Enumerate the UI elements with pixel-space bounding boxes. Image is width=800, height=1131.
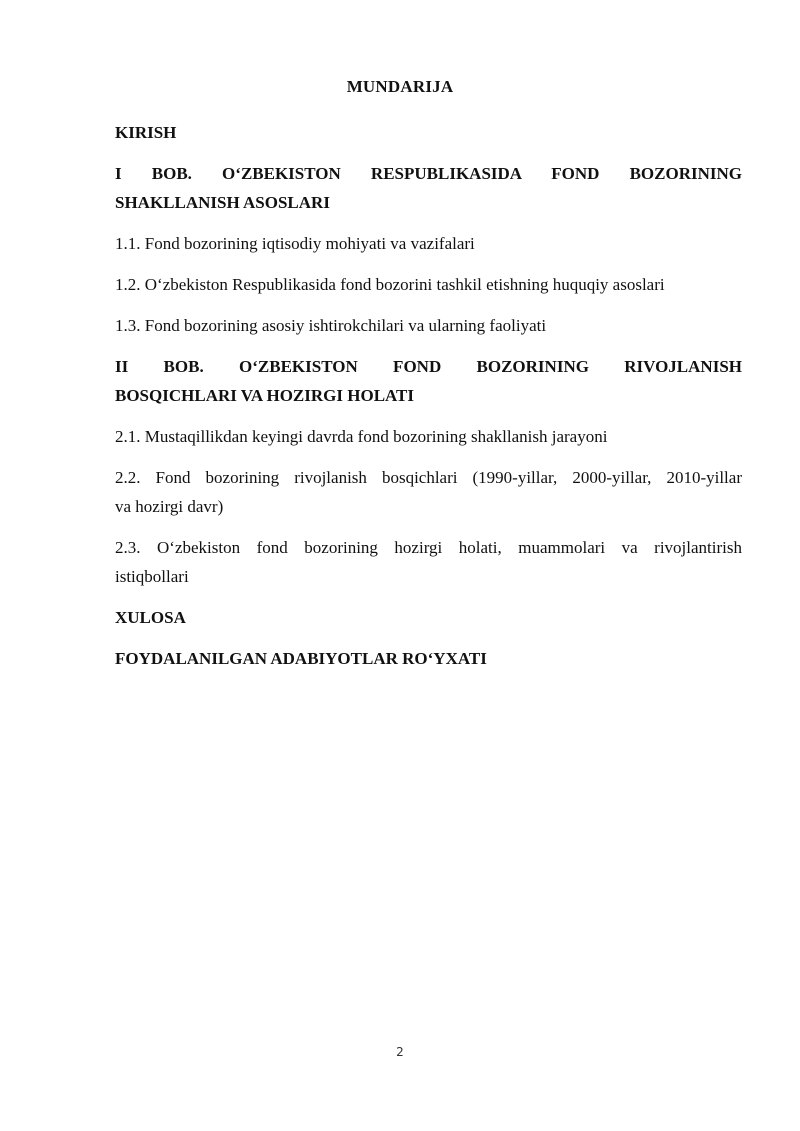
toc-entry-line: va hozirgi davr) xyxy=(115,497,224,516)
toc-entry-section-1-3: 1.3. Fond bozorining asosiy ishtirokchilari va ularning faoliyati xyxy=(115,316,547,335)
toc-entry-line: II BOB. O‘ZBEKISTON FOND BOZORINING RIVOJLANISH xyxy=(115,357,742,376)
page-number: 2 xyxy=(396,1045,404,1059)
toc-entry-section-2-3 xyxy=(115,533,742,591)
toc-entry-line: 2.3. O‘zbekiston fond bozorining hozirgi holati, muammolari va rivojlantirish xyxy=(115,538,742,557)
toc-entry-section-1-2: 1.2. O‘zbekiston Respublikasida fond bozorini tashkil etishning huquqiy asoslari xyxy=(115,275,665,294)
toc-entry-section-1-1: 1.1. Fond bozorining iqtisodiy mohiyati va vazifalari xyxy=(115,234,475,253)
toc-entry-line: istiqbollari xyxy=(115,567,189,586)
toc-entry-conclusion: XULOSA xyxy=(115,608,186,627)
toc-entry-line: BOSQICHLARI VA HOZIRGI HOLATI xyxy=(115,386,415,405)
toc-entry-references: FOYDALANILGAN ADABIYOTLAR RO‘YXATI xyxy=(115,649,487,668)
toc-entry-chapter-1 xyxy=(115,159,742,217)
toc-entry-chapter-2 xyxy=(115,352,742,410)
toc-entry-line: 2.2. Fond bozorining rivojlanish bosqichlari (1990-yillar, 2000-yillar, 2010-yillar xyxy=(115,468,742,487)
toc-entry-line: I BOB. O‘ZBEKISTON RESPUBLIKASIDA FOND BOZORINING xyxy=(115,164,742,183)
table-of-contents xyxy=(115,118,742,685)
page-title: MUNDARIJA xyxy=(346,77,454,96)
toc-entry-section-2-2 xyxy=(115,463,742,521)
toc-entry-section-2-1: 2.1. Mustaqillikdan keyingi davrda fond bozorining shakllanish jarayoni xyxy=(115,427,608,446)
toc-entry-introduction: KIRISH xyxy=(115,123,177,142)
toc-entry-line: SHAKLLANISH ASOSLARI xyxy=(115,193,330,212)
